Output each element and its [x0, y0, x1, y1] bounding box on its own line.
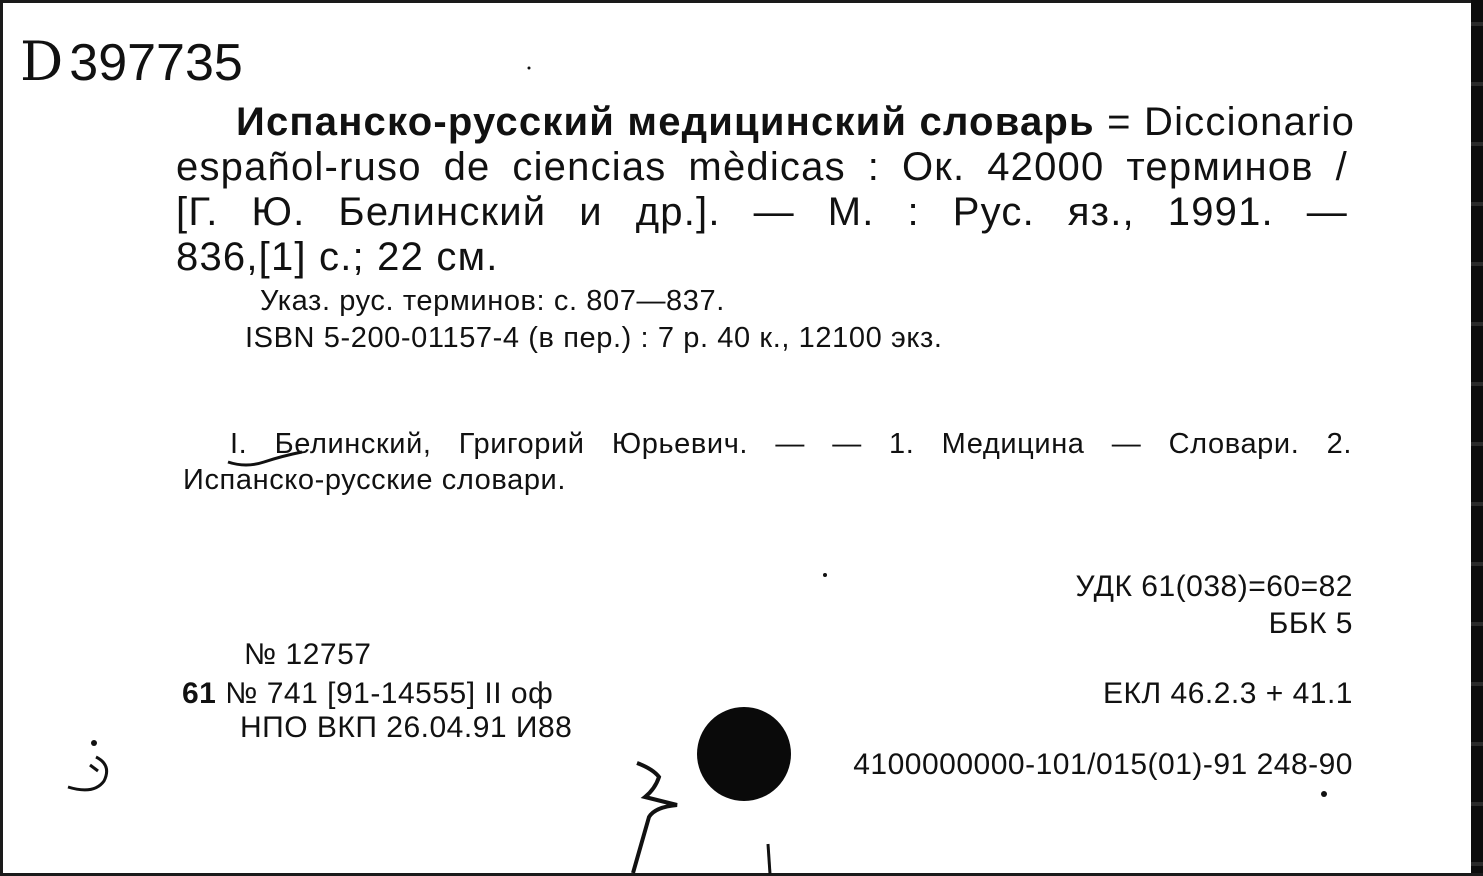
publication-code: 4100000000-101/015(01)-91 248-90	[853, 748, 1353, 781]
call-number	[20, 30, 243, 93]
record-prefix: 61	[182, 677, 217, 710]
ekl-code: ЕКЛ 46.2.3 + 41.1	[1103, 677, 1353, 710]
tracings-line-1: I. Белинский, Григорий Юрьевич. — — 1. Медицина — Словари. 2.	[230, 428, 1352, 460]
speck-mark	[1318, 788, 1330, 800]
call-number-value: 397735	[69, 34, 243, 92]
tracings-line-2: Испанско-русские словари.	[183, 464, 567, 496]
record-line-3: НПО ВКП 26.04.91 И88	[240, 711, 573, 744]
description-line-1	[236, 100, 1356, 145]
record-number: № 12757	[244, 638, 372, 671]
bbk-code: ББК 5	[1268, 607, 1353, 640]
description-line-2: español-ruso de ciencias mèdicas : Ок. 42000 терминов /	[176, 145, 1348, 189]
description-line-3: [Г. Ю. Белинский и др.]. — М. : Рус. яз., 1991. —	[176, 190, 1348, 234]
small-pen-stroke-mark	[760, 842, 780, 876]
call-number-letter: D	[20, 30, 64, 93]
udk-code: УДК 61(038)=60=82	[1075, 570, 1353, 603]
card-edge-left	[0, 0, 3, 876]
description-line-4: 836,[1] с.; 22 см.	[176, 235, 499, 279]
handwritten-seven-mark	[615, 755, 685, 876]
punch-hole	[697, 707, 791, 801]
handwritten-squiggle-mark	[60, 735, 130, 805]
record-line-2	[182, 677, 553, 711]
index-note: Указ. рус. терминов: с. 807—837.	[260, 285, 725, 317]
speck-mark	[820, 570, 830, 580]
isbn-note: ISBN 5-200-01157-4 (в пер.) : 7 р. 40 к., 12100 экз.	[245, 322, 943, 354]
record-line-2-text: № 741 [91-14555] II оф	[216, 677, 554, 710]
title-bold: Испанско-русский медицинский словарь	[236, 100, 1095, 144]
card-edge-top	[0, 0, 1483, 3]
speck-mark	[525, 64, 533, 72]
card-edge-right	[1471, 0, 1483, 876]
title-parallel: = Diccionario	[1094, 100, 1356, 144]
underline-swoosh-mark	[226, 440, 306, 470]
